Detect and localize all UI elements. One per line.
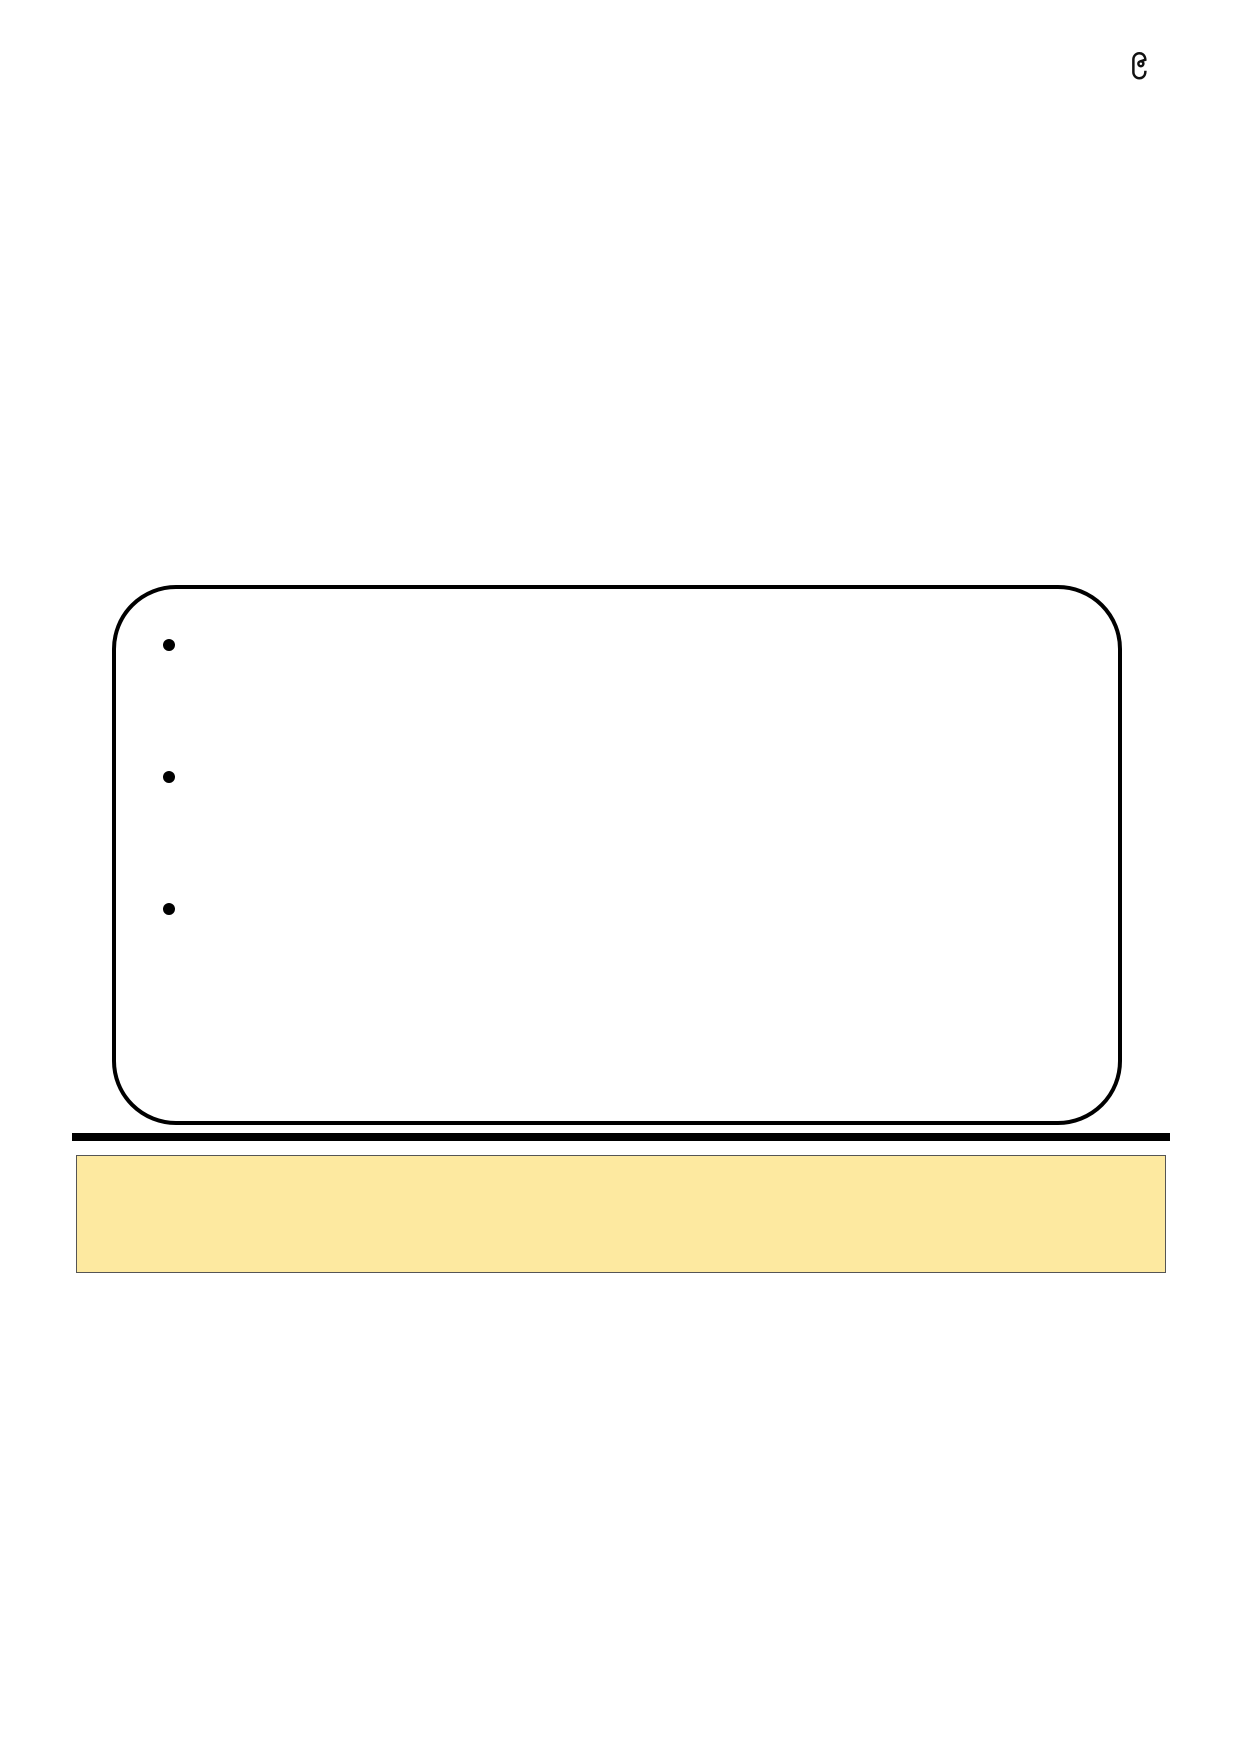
summary-item	[161, 625, 1068, 745]
bottom-right-column	[638, 1285, 1152, 1725]
page-number: ၉	[1131, 39, 1148, 74]
top-left-column	[90, 78, 604, 568]
top-right-column	[638, 78, 1152, 568]
bullet-icon	[163, 639, 175, 651]
summary-item	[161, 889, 1068, 1009]
summary-list	[161, 625, 1068, 1009]
bottom-article	[90, 1285, 1152, 1725]
top-article	[90, 78, 1152, 568]
summary-box	[112, 585, 1122, 1125]
bullet-icon	[163, 771, 175, 783]
summary-item	[161, 757, 1068, 877]
bullet-icon	[163, 903, 175, 915]
bottom-left-column	[90, 1285, 604, 1725]
section-divider	[72, 1133, 1170, 1141]
article-headline	[76, 1155, 1166, 1273]
